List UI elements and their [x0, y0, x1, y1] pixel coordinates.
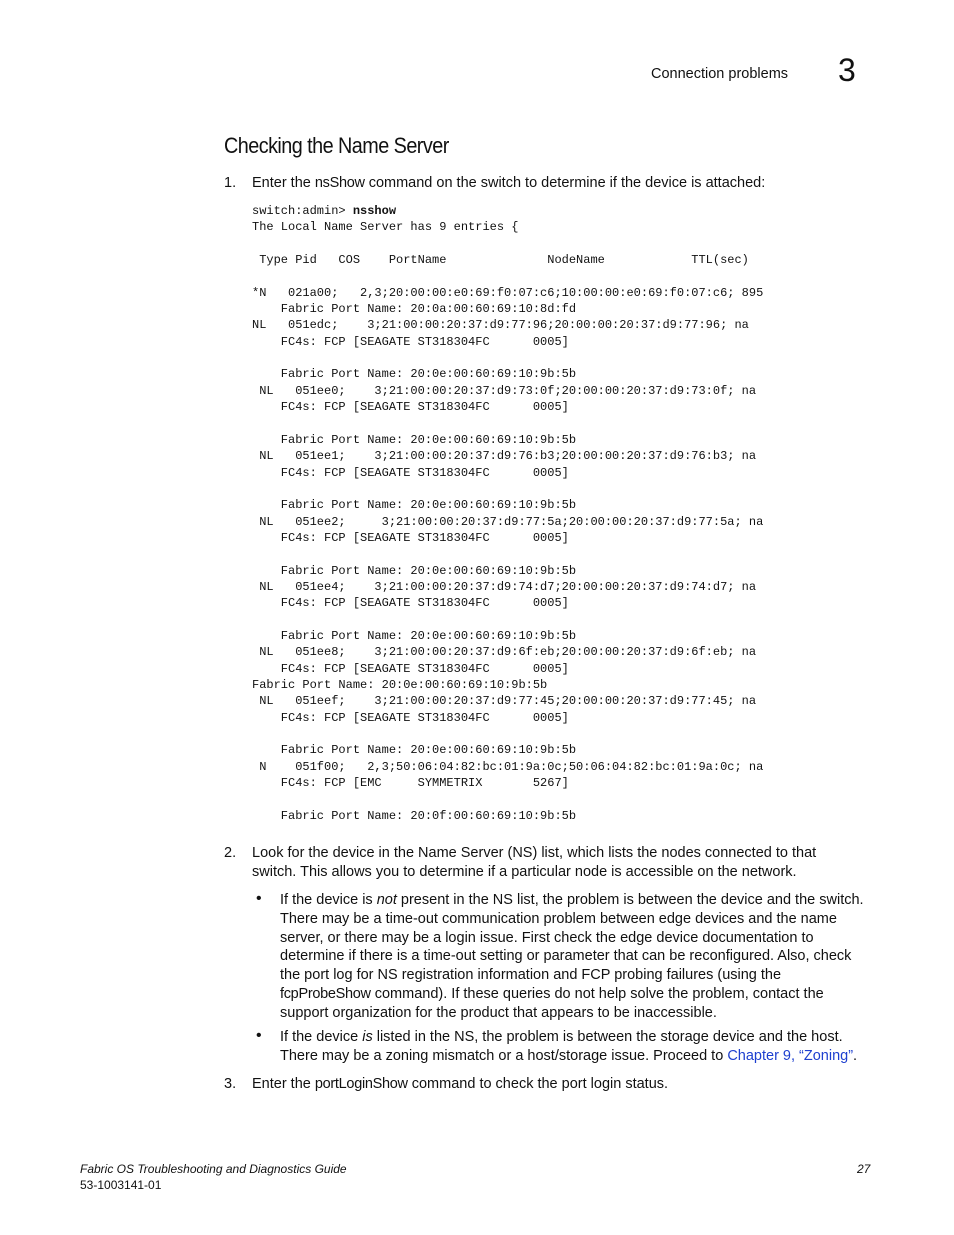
nsshow-output-code-block — [252, 203, 763, 824]
code-output: The Local Name Server has 9 entries { Type Pid COS PortName NodeName TTL(sec) *N 021a00; 2,3;20:00:00:e0:69:f0:07:c6;10:00:00:e0:69:f0:07:c6; 895 Fabric Port Name: 20:0a:00:60:69:10:8d:fd NL 051edc; 3;21:00:00:20:37:d9:77:96;20:00:00:20:37:d9:77:96; na FC4s: FCP [SEAGATE ST318304FC 0005] Fabric Port Name: 20:0e:00:60:69:10:9b:5b NL 051ee0; 3;21:00:00:20:37:d9:73:0f;20:00:00:20:37:d9:73:0f; na FC4s: FCP [SEAGATE ST318304FC 0005] Fabric Port Name: 20:0e:00:60:69:10:9b:5b NL 051ee1; 3;21:00:00:20:37:d9:76:b3;20:00:00:20:37:d9:76:b3; na FC4s: FCP [SEAGATE ST318304FC 0005] Fabric Port Name: 20:0e:00:60:69:10:9b:5b NL 051ee2; 3;21:00:00:20:37:d9:77:5a;20:00:00:20:37:d9:77:5a; na FC4s: FCP [SEAGATE ST318304FC 0005] Fabric Port Name: 20:0e:00:60:69:10:9b:5b NL 051ee4; 3;21:00:00:20:37:d9:74:d7;20:00:00:20:37:d9:74:d7; na FC4s: FCP [SEAGATE ST318304FC 0005] Fabric Port Name: 20:0e:00:60:69:10:9b:5b NL 051ee8; 3;21:00:00:20:37:d9:6f:eb;20:00:00:20:37:d9:6f:eb; na FC4s: FCP [SEAGATE ST318304FC 0005] Fabric Port Name: 20:0e:00:60:69:10:9b:5b NL 051eef; 3;21:00:00:20:37:d9:77:45;20:00:00:20:37:d9:77:45; na FC4s: FCP [SEAGATE ST318304FC 0005] Fabric Port Name: 20:0e:00:60:69:10:9b:5b N 051f00; 2,3;50:06:04:82:bc:01:9a:0c;50:06:04:82:bc:01:9a:0c; na FC4s: FCP [EMC SYMMETRIX 5267] Fabric Port Name: 20:0f:00:60:69:10:9b:5b — [252, 220, 764, 823]
footer-document-id: 53-1003141-01 — [80, 1178, 162, 1192]
step-3-text: Enter the portLoginShow command to check the port login status. — [252, 1076, 669, 1092]
bullet-1-text: If the device is not present in the NS list, the problem is between the device and the switch. There may be a time-out communication problem between edge devices and the name server, or there may be a login issue. First check the edge device documentation to determine if there is a time-out setting or parameter that can be reconfigured. Also, check the port log for NS registration information and FCP probing failures (using the fcpProbeShow command). If these queries do not help solve the problem, contact the support organization for the product that appears to be inaccessible. — [280, 892, 864, 1021]
bullet-1-dot: • — [256, 890, 262, 907]
step-2-number: 2. — [224, 845, 237, 861]
chapter-9-zoning-link[interactable]: Chapter 9, “Zoning” — [727, 1047, 854, 1064]
chapter-number: 3 — [838, 52, 856, 88]
section-title: Checking the Name Server — [224, 133, 449, 158]
fcpprobeshow-command: fcpProbeShow — [280, 985, 371, 1002]
step-1-text: Enter the nsShow command on the switch to determine if the device is attached: — [252, 175, 766, 191]
step-2-text: Look for the device in the Name Server (NS) list, which lists the nodes connected to that switch. This allows you to determine if a particular node is accessible on the network. — [252, 845, 817, 880]
step-3-number: 3. — [224, 1076, 237, 1092]
bullet-2-text: If the device is listed in the NS, the problem is between the storage device and the host. There may be a zoning mismatch or a host/storage issue. Proceed to Chapter 9, “Zoning”. — [280, 1029, 858, 1064]
nsshow-command: nsShow — [314, 175, 365, 191]
code-command: nsshow — [352, 204, 397, 218]
running-header-section: Connection problems — [651, 66, 789, 82]
step-1-number: 1. — [224, 175, 237, 191]
code-prompt: switch:admin> — [252, 204, 353, 218]
footer-page-number: 27 — [857, 1162, 871, 1176]
footer-guide-title: Fabric OS Troubleshooting and Diagnostics Guide — [80, 1162, 347, 1176]
bullet-2-dot: • — [256, 1027, 262, 1044]
portloginshow-command: portLoginShow — [314, 1076, 408, 1092]
